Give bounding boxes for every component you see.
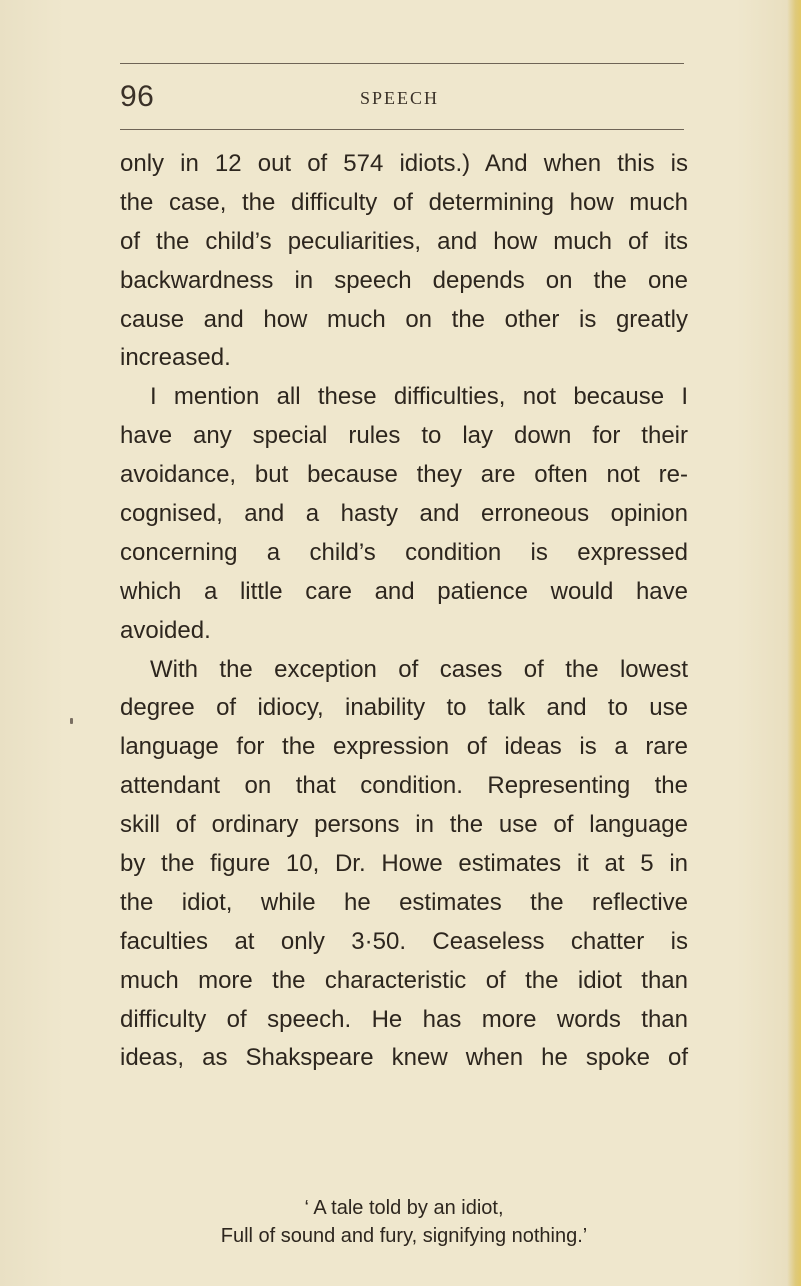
text-line: backwardness in speech depends on the one [120, 266, 688, 294]
body-text [120, 145, 688, 1078]
text-line: language for the expression of ideas is a rare [120, 733, 688, 761]
running-head: SPEECH [360, 88, 440, 108]
text-line: concerning a child’s condition is expressed [120, 538, 688, 566]
ink-speck [70, 718, 73, 724]
text-line: ideas, as Shakspeare knew when he spoke of [120, 1044, 688, 1072]
text-line: of the child’s peculiarities, and how much of its [120, 227, 688, 255]
text-line: I mention all these difficulties, not because I [150, 383, 688, 411]
quote-line-1: ‘ A tale told by an idiot, [304, 1197, 504, 1219]
header-top-rule [120, 63, 684, 64]
text-line: attendant on that condition. Representing the [120, 772, 688, 800]
header-bottom-rule [120, 129, 684, 130]
text-line: increased. [120, 344, 231, 372]
text-line: cause and how much on the other is greatly [120, 305, 688, 333]
text-line: avoidance, but because they are often not re- [120, 461, 688, 489]
text-line: difficulty of speech. He has more words than [120, 1005, 688, 1033]
text-line: cognised, and a hasty and erroneous opinion [120, 500, 688, 528]
text-line: much more the characteristic of the idiot than [120, 966, 688, 994]
page-number: 96 [120, 80, 155, 113]
text-line: degree of idiocy, inability to talk and to use [120, 694, 688, 722]
text-line: only in 12 out of 574 idiots.) And when this is [120, 150, 688, 177]
page-edge-stain [787, 0, 801, 1286]
verse-quotation [120, 1194, 688, 1250]
text-line: skill of ordinary persons in the use of language [120, 811, 688, 839]
text-line: With the exception of cases of the lowest [150, 655, 688, 683]
quote-line-2: Full of sound and fury, signifying nothing.’ [220, 1225, 588, 1247]
text-line: faculties at only 3·50. Ceaseless chatter is [120, 927, 688, 955]
text-line: which a little care and patience would have [120, 577, 688, 605]
text-line: the case, the difficulty of determining how much [120, 188, 688, 216]
text-line: have any special rules to lay down for their [120, 422, 688, 450]
text-line: avoided. [120, 616, 211, 644]
text-line: the idiot, while he estimates the reflective [120, 888, 688, 916]
text-line: by the figure 10, Dr. Howe estimates it at 5 in [120, 850, 688, 878]
